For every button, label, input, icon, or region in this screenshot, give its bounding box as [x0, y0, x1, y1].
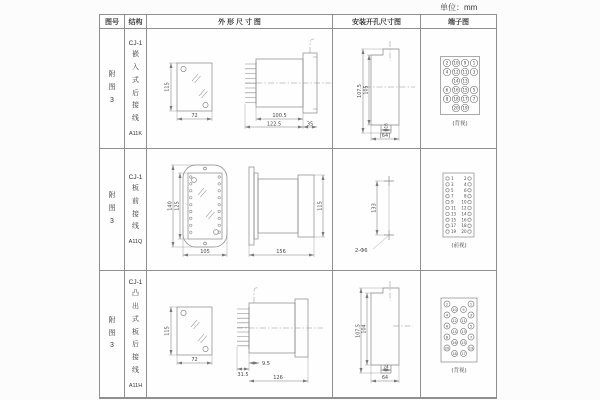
- svg-text:3: 3: [472, 69, 476, 75]
- col-header-structure: 结构: [125, 15, 147, 29]
- col-header-terminal: 端子图: [421, 15, 496, 29]
- svg-text:20: 20: [444, 346, 450, 351]
- svg-text:18: 18: [453, 96, 459, 102]
- svg-text:105: 105: [200, 249, 210, 255]
- terminal-diagram-cell-row2: [421, 149, 496, 271]
- svg-text:9: 9: [463, 60, 467, 66]
- figure-number-row3: 附图3: [100, 271, 125, 398]
- outline-drawing-row2: [147, 149, 333, 270]
- svg-text:107.5: 107.5: [358, 84, 363, 98]
- mount-type-label: 板前接线: [131, 184, 139, 231]
- outline-drawing-cell-row3: [147, 271, 333, 398]
- svg-text:6: 6: [445, 324, 449, 329]
- svg-text:64: 64: [381, 376, 389, 381]
- svg-text:19: 19: [468, 346, 474, 351]
- mounting-drawing-row3: [333, 271, 420, 397]
- svg-text:6: 6: [445, 87, 449, 93]
- svg-text:13: 13: [461, 329, 466, 334]
- svg-text:20: 20: [453, 105, 459, 111]
- svg-text:9: 9: [462, 307, 465, 312]
- svg-text:11: 11: [451, 205, 457, 211]
- terminal-diagram-row1: [421, 29, 495, 148]
- svg-text:10: 10: [461, 199, 467, 205]
- svg-text:2: 2: [463, 176, 467, 181]
- svg-text:133: 133: [371, 203, 378, 213]
- svg-text:4: 4: [445, 69, 449, 75]
- svg-text:1: 1: [472, 60, 476, 66]
- svg-text:16: 16: [453, 87, 459, 93]
- svg-text:104: 104: [362, 324, 368, 334]
- terminal-list: [446, 176, 471, 234]
- terminal-diagram-cell-row3: [421, 271, 496, 398]
- mounting-drawing-cell-row1: [333, 29, 421, 149]
- svg-text:35: 35: [306, 121, 314, 128]
- svg-text:72: 72: [191, 357, 198, 363]
- terminal-diagram-row2: [421, 149, 495, 270]
- svg-text:13: 13: [451, 211, 457, 217]
- svg-text:17: 17: [451, 223, 457, 229]
- svg-text:12: 12: [452, 318, 457, 323]
- svg-text:17: 17: [462, 96, 468, 102]
- svg-text:18: 18: [461, 223, 467, 229]
- mounting-drawing-cell-row2: [333, 149, 421, 271]
- type-code-label: A11K: [128, 131, 143, 138]
- svg-text:[64]: [64]: [380, 134, 390, 139]
- svg-text:4: 4: [445, 313, 449, 318]
- view-label: (前视): [451, 243, 467, 249]
- svg-text:2: 2: [445, 302, 449, 307]
- svg-text:125: 125: [174, 201, 181, 211]
- svg-text:7: 7: [469, 335, 473, 340]
- svg-text:8: 8: [445, 96, 449, 102]
- mounting-drawing-row1: [333, 29, 420, 148]
- svg-text:122.5: 122.5: [266, 121, 282, 128]
- svg-text:10: 10: [452, 307, 457, 312]
- svg-text:1: 1: [469, 302, 473, 307]
- svg-text:24: 24: [383, 364, 389, 370]
- spec-table: [99, 14, 497, 399]
- svg-text:15: 15: [461, 340, 466, 345]
- mount-type-label: 凸出式板后接线: [131, 289, 139, 375]
- svg-text:16: 16: [383, 123, 389, 129]
- svg-text:20: 20: [461, 229, 467, 235]
- svg-text:6: 6: [463, 187, 467, 193]
- terminal-pins: [444, 301, 474, 357]
- svg-text:2-Φ6: 2-Φ6: [355, 248, 368, 254]
- svg-text:115: 115: [164, 326, 171, 336]
- svg-text:9.5: 9.5: [262, 361, 270, 367]
- svg-text:31.5: 31.5: [237, 372, 249, 378]
- outline-drawing-cell-row2: [147, 149, 333, 271]
- svg-text:126: 126: [273, 375, 283, 381]
- col-header-mounting: 安装开孔尺寸图: [333, 15, 421, 29]
- mounting-drawing-cell-row3: [333, 271, 421, 398]
- svg-text:10: 10: [453, 60, 459, 66]
- svg-text:19: 19: [462, 105, 468, 111]
- outline-drawing-cell-row1: [147, 29, 333, 149]
- terminal-diagram-cell-row1: [421, 29, 496, 149]
- svg-text:107.5: 107.5: [356, 324, 362, 338]
- view-label: (背视): [451, 368, 467, 374]
- svg-text:7: 7: [472, 96, 476, 102]
- model-label: CJ-1: [128, 278, 143, 286]
- svg-text:3: 3: [451, 181, 454, 187]
- svg-text:14: 14: [452, 329, 457, 334]
- figure-number-row1: 附图3: [100, 29, 125, 149]
- type-code-label: A11Q: [128, 239, 143, 246]
- structure-row1: [125, 29, 147, 149]
- col-header-outline: 外 形 尺 寸 图: [147, 15, 333, 29]
- svg-text:115: 115: [317, 201, 324, 211]
- svg-text:16: 16: [452, 340, 457, 345]
- svg-text:8: 8: [463, 193, 467, 199]
- svg-text:13: 13: [462, 78, 468, 84]
- svg-text:1: 1: [451, 176, 454, 181]
- svg-text:12: 12: [461, 205, 467, 211]
- svg-text:105: 105: [364, 85, 370, 95]
- svg-text:17: 17: [461, 351, 466, 356]
- svg-text:19: 19: [451, 229, 457, 235]
- svg-text:140: 140: [167, 201, 174, 211]
- svg-text:2: 2: [445, 60, 449, 66]
- svg-text:9: 9: [451, 199, 454, 205]
- type-code-label: A11H: [128, 383, 143, 390]
- figure-number-row2: 附图3: [100, 149, 125, 271]
- svg-text:16: 16: [461, 217, 467, 223]
- svg-text:5: 5: [469, 324, 473, 329]
- outline-drawing-row3: [147, 271, 333, 397]
- col-header-figure-no: 图号: [100, 15, 125, 29]
- svg-text:4: 4: [463, 181, 467, 187]
- model-label: CJ-1: [128, 173, 143, 181]
- outline-drawing-row1: [147, 29, 333, 148]
- mounting-drawing-row2: [333, 149, 420, 270]
- svg-text:7: 7: [451, 193, 454, 199]
- model-label: CJ-1: [128, 39, 143, 47]
- svg-text:115: 115: [164, 82, 171, 92]
- svg-text:14: 14: [461, 211, 467, 217]
- svg-text:100.5: 100.5: [272, 113, 287, 119]
- svg-text:5: 5: [451, 187, 454, 193]
- svg-text:15: 15: [462, 87, 468, 93]
- unit-label: 单位：mm: [440, 3, 478, 12]
- mount-type-label: 嵌入式后接线: [131, 50, 139, 123]
- structure-row2: [125, 149, 147, 271]
- svg-text:156: 156: [276, 249, 286, 255]
- svg-text:8: 8: [445, 335, 449, 340]
- structure-row3: [125, 271, 147, 398]
- svg-text:11: 11: [462, 69, 468, 75]
- svg-text:18: 18: [452, 351, 457, 356]
- terminal-diagram-row3: [421, 271, 495, 397]
- svg-text:72: 72: [191, 113, 198, 119]
- svg-text:15: 15: [451, 217, 457, 223]
- terminal-grid: [443, 59, 477, 111]
- svg-text:3: 3: [469, 313, 473, 318]
- svg-text:14: 14: [453, 78, 459, 84]
- view-label: (背视): [452, 121, 468, 127]
- svg-text:12: 12: [453, 69, 459, 75]
- svg-text:11: 11: [461, 318, 466, 323]
- svg-text:5: 5: [472, 87, 476, 93]
